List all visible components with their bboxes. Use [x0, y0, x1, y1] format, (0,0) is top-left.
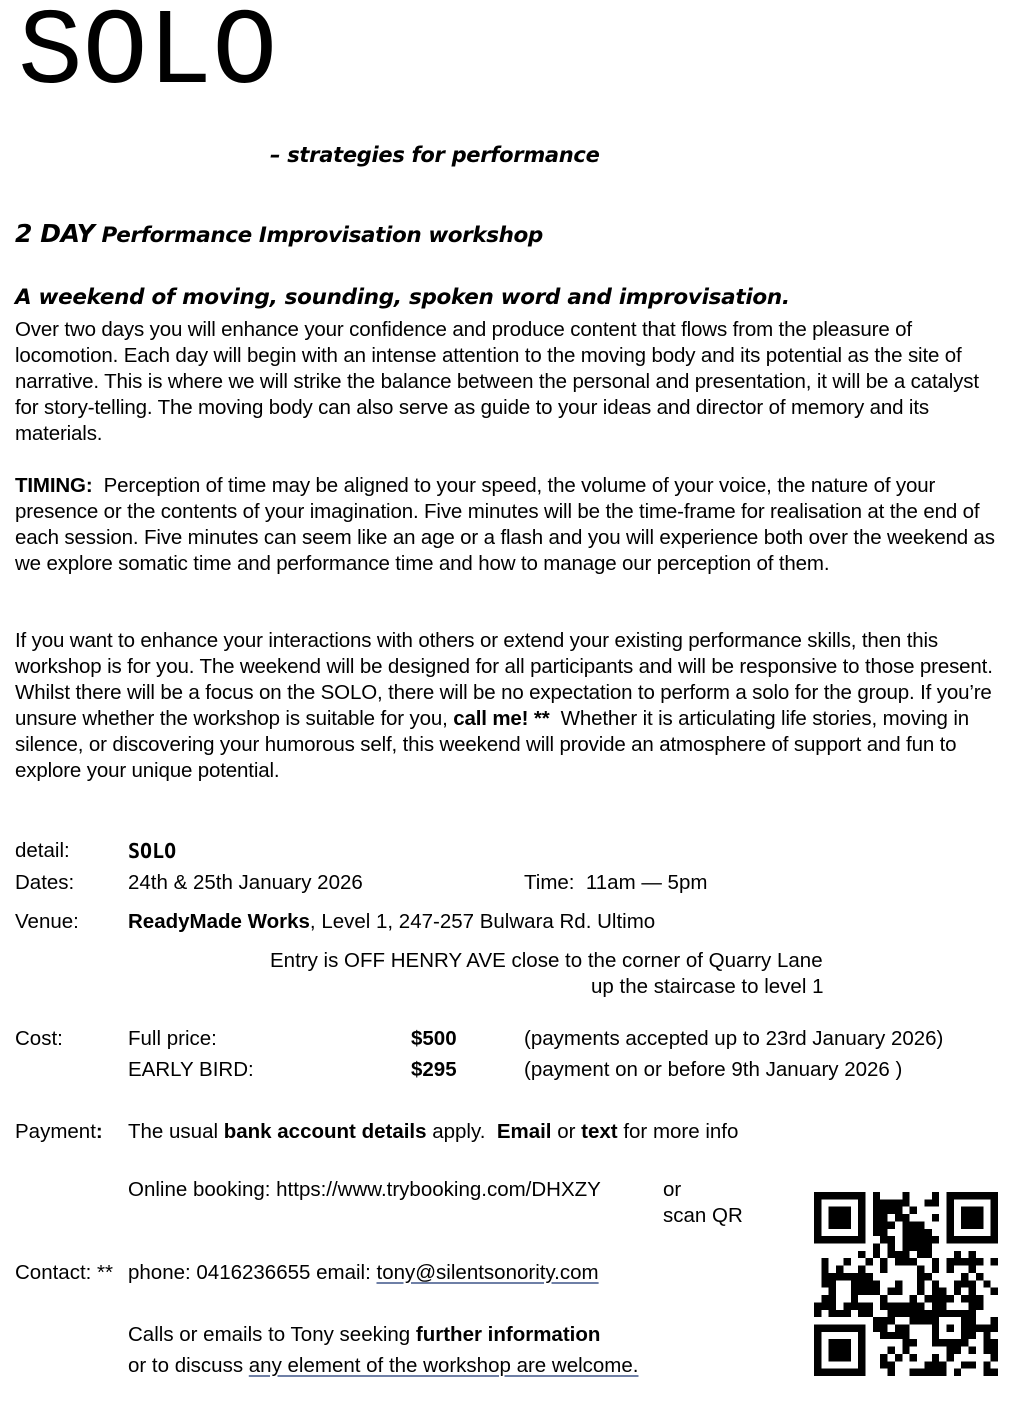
payment-t2: apply. [432, 1120, 486, 1143]
cost-label: Cost: [15, 1027, 63, 1050]
discuss-line [128, 1354, 638, 1378]
payment-text: text [581, 1120, 618, 1143]
further-info-bold: further information [415, 1323, 601, 1346]
subtitle: – strategies for performance [270, 143, 600, 167]
payment-t1: The usual [128, 1120, 219, 1143]
workshop-heading [15, 219, 543, 248]
qr-code-icon[interactable] [814, 1192, 998, 1376]
venue-address: , Level 1, 247-257 Bulwara Rd. Ultimo [309, 910, 656, 933]
cost-price-full: $500 [411, 1027, 457, 1050]
dates-value: 24th & 25th January 2026 [128, 871, 363, 894]
discuss-link[interactable]: any element of the workshop are welcome. [248, 1354, 639, 1377]
cost-note-earlybird: (payment on or before 9th January 2026 ) [524, 1058, 903, 1081]
invite-text-before: If you want to enhance your interactions with others or extend your existing performance skills, then this workshop is for you. The weekend will be designed for all participants and will be responsive to those present. Whilst there will be a focus on the SOLO, there will be no expectation to perform a solo for the group. If you’re unsure whether the workshop is suitable for you, [15, 629, 993, 730]
tagline: A weekend of moving, sounding, spoken word and improvisation. [15, 285, 790, 310]
further-info-start: Calls or emails to Tony seeking [128, 1323, 411, 1346]
payment-info [128, 1120, 738, 1144]
invite-paragraph [15, 628, 995, 783]
workshop-days: 2 DAY [15, 219, 95, 248]
discuss-start: or to discuss [128, 1354, 244, 1377]
payment-bank: bank account details [223, 1120, 427, 1143]
payment-t4: for more info [623, 1120, 739, 1143]
online-booking-link[interactable]: Online booking: https://www.trybooking.com/DHXZY [128, 1178, 601, 1201]
detail-label: detail: [15, 839, 70, 862]
cost-name-earlybird: EARLY BIRD: [128, 1058, 254, 1081]
timing-label: TIMING: [15, 474, 93, 497]
cost-name-full: Full price: [128, 1027, 217, 1050]
venue-label: Venue: [15, 910, 79, 933]
entry-line-1: Entry is OFF HENRY AVE close to the corner of Quarry Lane [270, 949, 823, 972]
contact-line [128, 1261, 599, 1285]
payment-colon: : [95, 1120, 103, 1143]
contact-phone: phone: 0416236655 email: [128, 1261, 371, 1284]
time-label: Time: [524, 871, 575, 894]
invite-text-after: Whether it is articulating life stories, moving in silence, or discovering your humorous self, this weekend will provide an atmosphere of support and fun to explore your unique potential. [15, 706, 970, 782]
payment-email: Email [496, 1120, 552, 1143]
dates-label: Dates: [15, 871, 75, 894]
or-text: or [663, 1178, 682, 1201]
timing-paragraph [15, 473, 995, 577]
cost-note-full: (payments accepted up to 23rd January 2026) [524, 1027, 944, 1050]
payment-label-text: Payment [15, 1120, 96, 1143]
workshop-title: Performance Improvisation workshop [101, 223, 543, 248]
time-block [524, 871, 707, 895]
entry-line-2: up the staircase to level 1 [591, 975, 824, 998]
venue-name: ReadyMade Works [128, 910, 310, 933]
call-me: call me! ** [453, 706, 550, 730]
venue-value [128, 910, 655, 934]
time-value: 11am — 5pm [585, 871, 708, 894]
cost-price-earlybird: $295 [411, 1058, 457, 1081]
contact-label: Contact: ** [15, 1261, 113, 1284]
intro-paragraph: Over two days you will enhance your confidence and produce content that flows from the pleasure of locomotion. Each day will begin with an intense attention to the moving body and its potential as the site of narrative. This is where we will strike the balance between the personal and presentation, it will be a catalyst for story-telling. The moving body can also serve as guide to your ideas and director of memory and its materials. [15, 318, 979, 445]
timing-text: Perception of time may be aligned to your speed, the volume of your voice, the nature of your presence or the contents of your imagination. Five minutes will be the time-frame for realisation at the end of each session. Five minutes can seem like an age or a flash and you will experience both over the weekend as we explore somatic time and performance time and how to manage our perception of them. [15, 474, 995, 575]
page-title: SOLO [18, 0, 278, 115]
contact-email-link[interactable]: tony@silentsonority.com [376, 1261, 599, 1284]
payment-label [15, 1120, 103, 1144]
further-info-line [128, 1323, 600, 1347]
payment-t3: or [557, 1120, 576, 1143]
scan-qr-text: scan QR [663, 1204, 743, 1227]
detail-value: SOLO [128, 839, 177, 863]
